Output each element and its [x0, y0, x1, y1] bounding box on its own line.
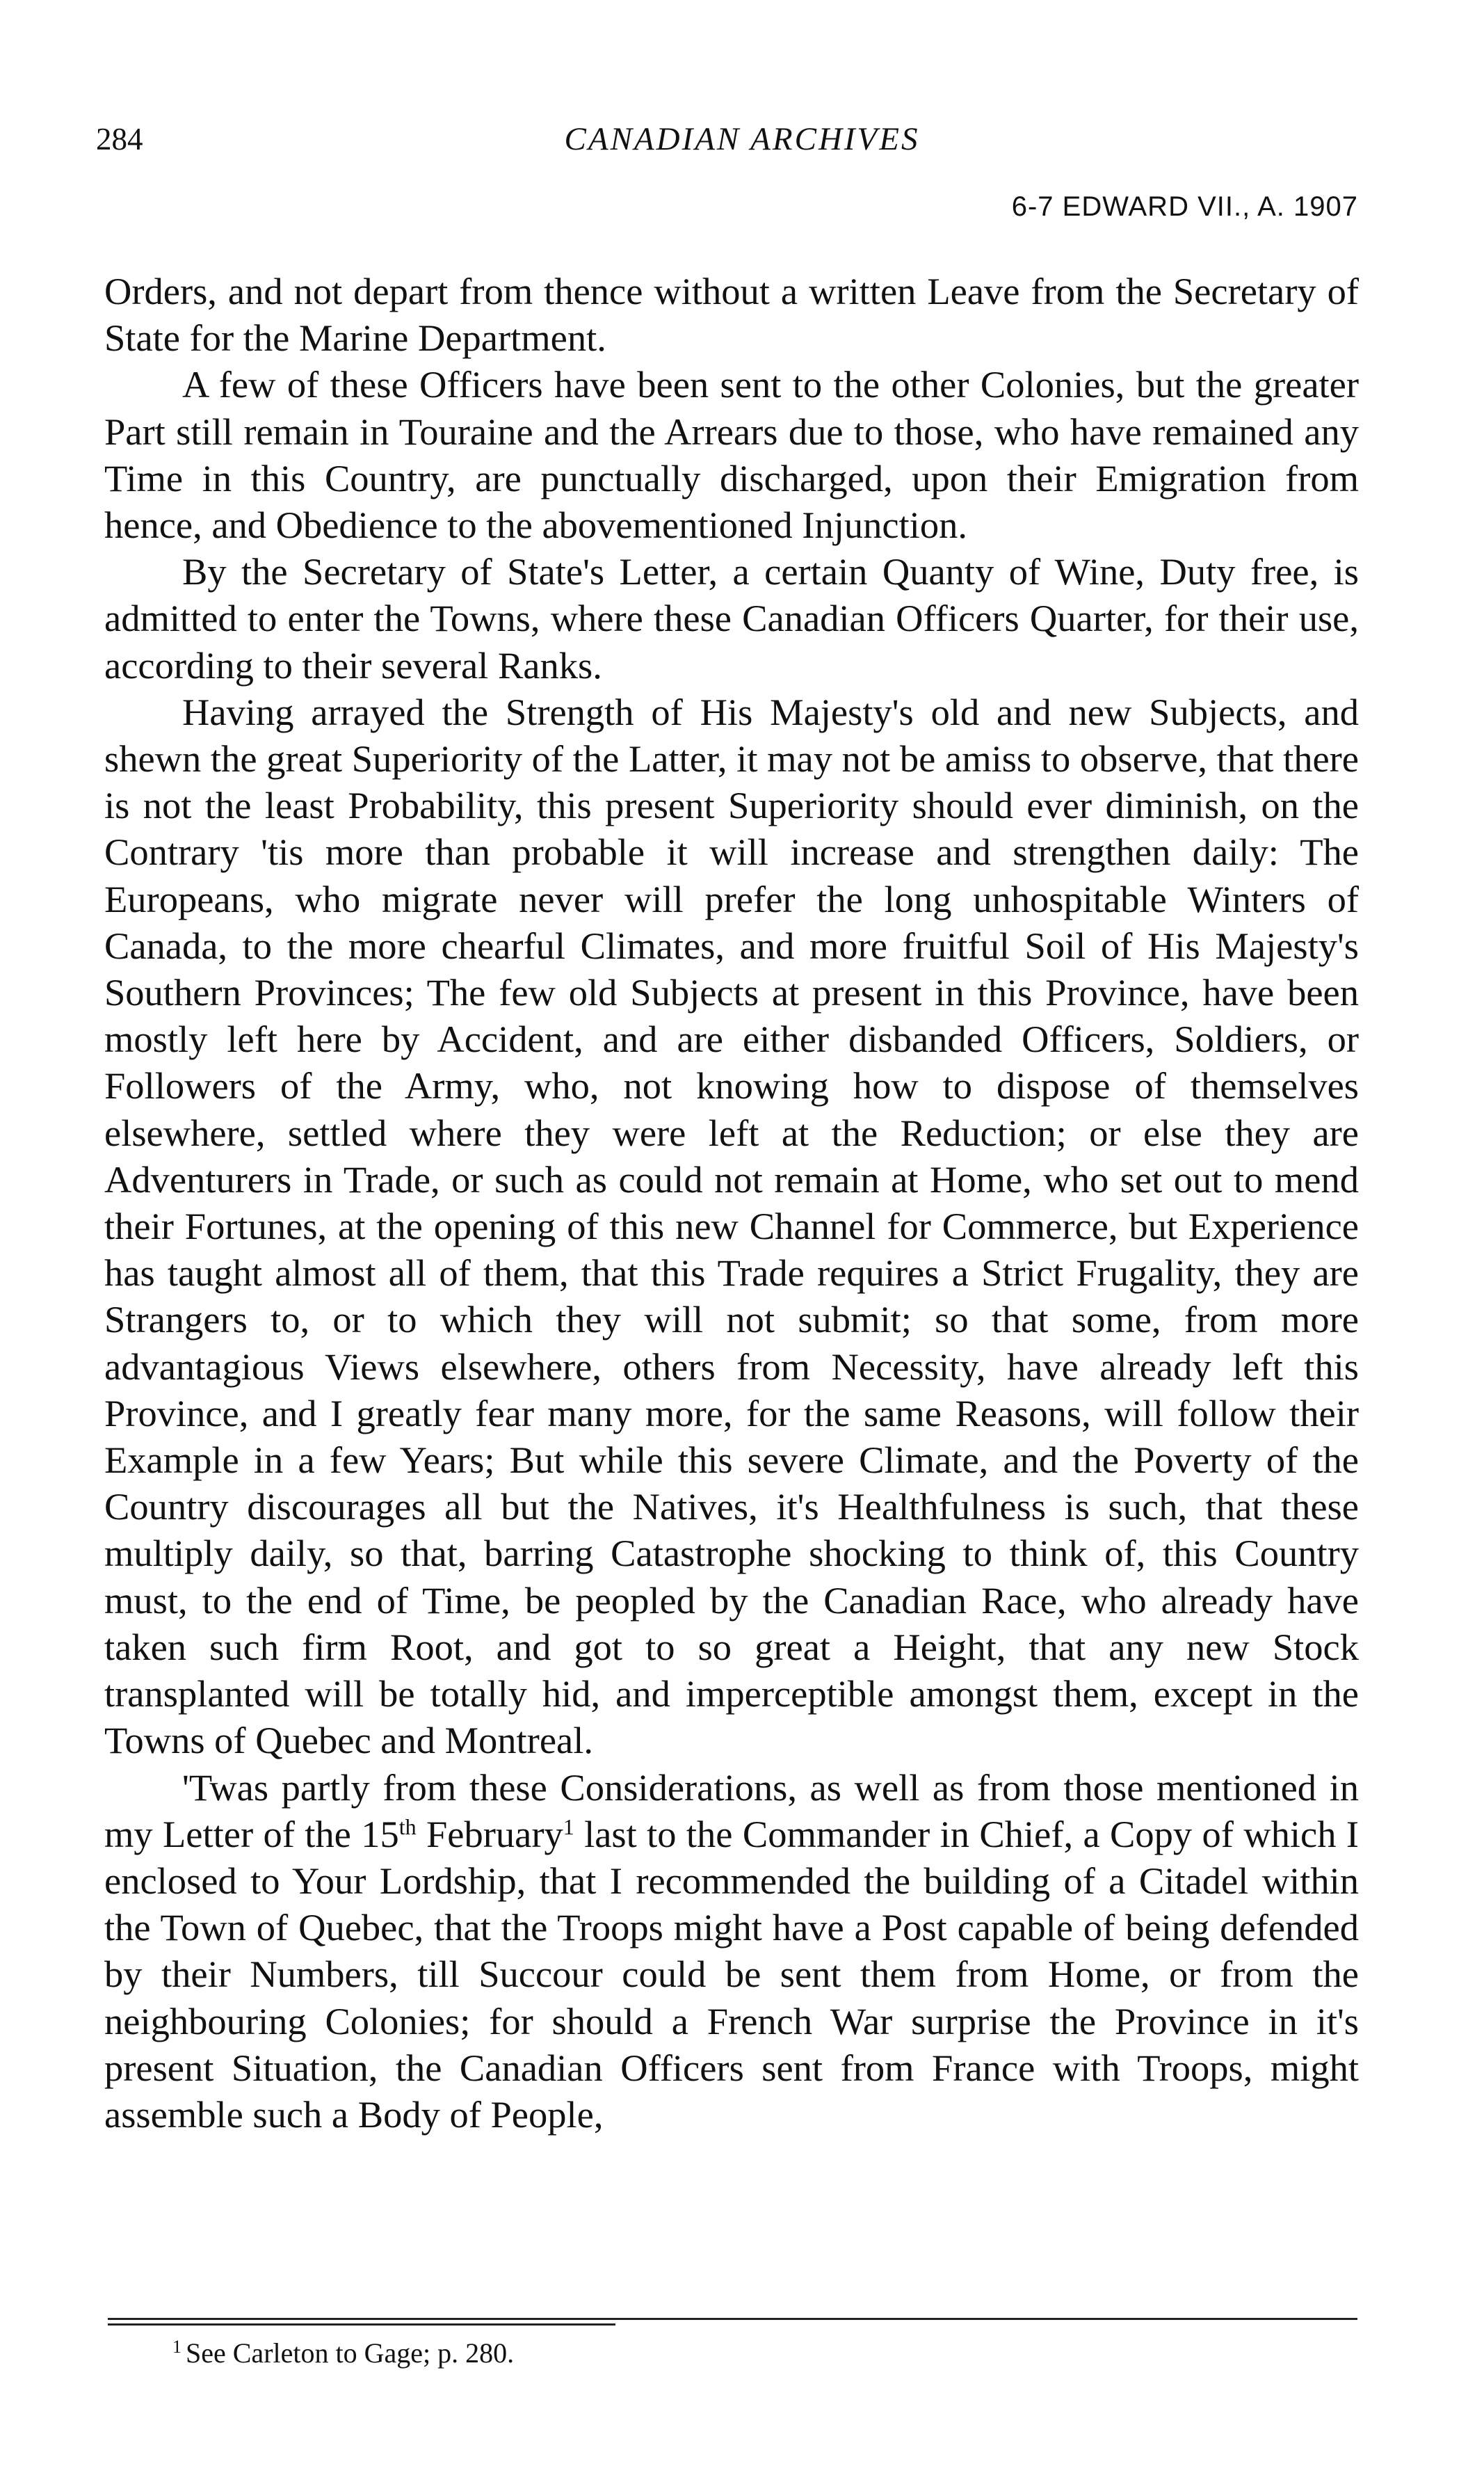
footnote-divider-short	[108, 2323, 615, 2326]
paragraph: Orders, and not depart from thence without a written Leave from the Secretary of State for the Marine Department.	[104, 270, 1359, 360]
paragraph-text: last to the Commander in Chief, a Copy of which I enclosed to Your Lordship, that I recommended the building of a Citadel within the Town of Quebec, that the Troops might have a Post capable of being defended by their Numbers, till Succour could be sent them from Home, or from the neighbouring Colonies; for should a French War surprise the Province in it's present Situation, the Canadian Officers sent from France with Troops, might assemble such a Body of People,	[104, 1812, 1359, 2136]
paragraph-text: February	[416, 1812, 563, 1855]
footnote-text: See Carleton to Gage; p. 280.	[186, 2337, 515, 2369]
page-number: 284	[96, 122, 143, 157]
footnote-marker: 1	[172, 2337, 182, 2357]
paragraph: A few of these Officers have been sent to the other Colonies, but the greater Part still remain in Touraine and the Arrears due to those, who have remained any Time in this Country, are punctually discharged, upon their Emigration from hence, and Obedience to the abovementioned Injunction.	[104, 363, 1359, 547]
paragraph	[104, 1764, 1359, 2138]
running-title: CANADIAN ARCHIVES	[564, 121, 920, 157]
paragraph: By the Secretary of State's Letter, a certain Quanty of Wine, Duty free, is admitted to enter the Towns, where these Canadian Officers Quarter, for their use, according to their several Ranks.	[104, 550, 1359, 687]
body-text	[104, 268, 1359, 2138]
footnote-reference: 1	[563, 1814, 574, 1839]
ordinal-superscript: th	[398, 1814, 417, 1839]
footnote	[172, 2334, 514, 2373]
paragraph: Having arrayed the Strength of His Majesty's old and new Subjects, and shewn the great Superiority of the Latter, it may not be amiss to observe, that there is not the least Probability, this present Superiority should ever diminish, on the Contrary 'tis more than probable it will increase and strengthen daily: The Europeans, who migrate never will prefer the long unhospitable Winters of Canada, to the more chearful Climates, and more fruitful Soil of His Majesty's Southern Provinces; The few old Subjects at present in this Province, have been mostly left here by Accident, and are either disbanded Officers, Soldiers, or Followers of the Army, who, not knowing how to dispose of themselves elsewhere, settled where they were left at the Reduction; or else they are Adventurers in Trade, or such as could not remain at Home, who set out to mend their Fortunes, at the opening of this new Channel for Commerce, but Experience has taught almost all of them, that this Trade requires a Strict Frugality, they are Strangers to, or to which they will not submit; so that some, from more advantagious Views elsewhere, others from Necessity, have already left this Province, and I greatly fear many more, for the same Reasons, will follow their Example in a few Years; But while this severe Climate, and the Poverty of the Country discourages all but the Natives, it's Healthfulness is such, that these multiply daily, so that, barring Catastrophe shocking to think of, this Country must, to the end of Time, be peopled by the Canadian Race, who already have taken such firm Root, and got to so great a Height, that any new Stock transplanted will be totally hid, and imperceptible amongst them, except in the Towns of Quebec and Montreal.	[104, 690, 1359, 1762]
footnote-divider	[108, 2318, 1357, 2320]
volume-line: 6-7 EDWARD VII., A. 1907	[1011, 191, 1358, 222]
paragraph-text: 'Twas partly from these Considerations, as well as from those mentioned in my Letter of the 15	[104, 1766, 1359, 1855]
